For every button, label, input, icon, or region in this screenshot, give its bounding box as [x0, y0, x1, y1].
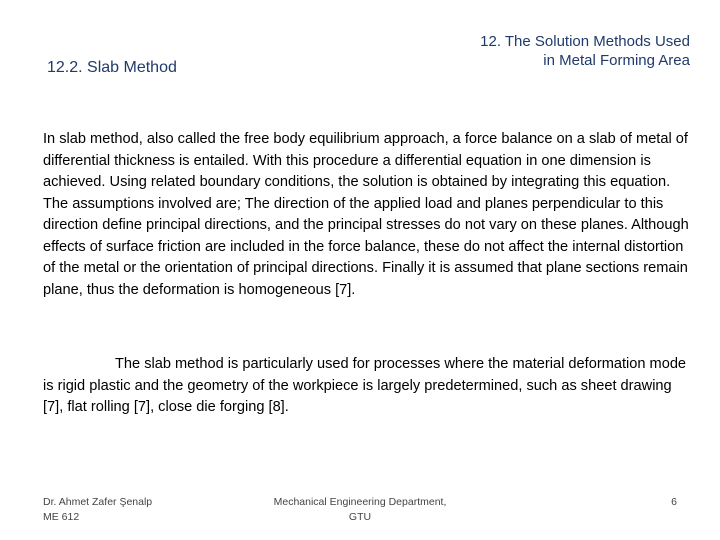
body-paragraph-2	[43, 354, 691, 419]
section-title: 12.2. Slab Method	[47, 59, 177, 76]
body-paragraph-1: In slab method, also called the free body equilibrium approach, a force balance on a slab of metal of differential thickness is entailed. With this procedure a differential equation in one dimension is achieved. Using related boundary conditions, the solution is obtained by integrating this equation. The assumptions involved are; The direction of the applied load and planes perpendicular to this direction define principal directions, and the principal stresses do not vary on these planes. Although effects of surface friction are included in the force balance, these do not affect the internal distortion of the metal or the orientation of principal directions. Finally it is assumed that plane sections remain plane, thus the deformation is homogeneous [7].	[43, 131, 689, 298]
footer-university: GTU	[348, 511, 372, 523]
slide-title-line-1: 12. The Solution Methods Used	[480, 33, 690, 50]
page-number: 6	[671, 496, 677, 508]
footer-department-block	[250, 495, 470, 525]
footer-course: ME 612	[43, 511, 80, 523]
footer-author: Dr. Ahmet Zafer Şenalp	[43, 496, 153, 508]
slide-title	[390, 32, 690, 70]
footer-department: Mechanical Engineering Department,	[273, 496, 447, 508]
slide-title-line-2: in Metal Forming Area	[543, 52, 690, 69]
body-paragraph-2-text: The slab method is particularly used for processes where the material deformation mode is rigid plastic and the geometry of the workpiece is largely predetermined, such as sheet drawing [7], flat rolling [7], close die forging [8].	[43, 356, 687, 415]
footer-author-block	[43, 495, 152, 525]
